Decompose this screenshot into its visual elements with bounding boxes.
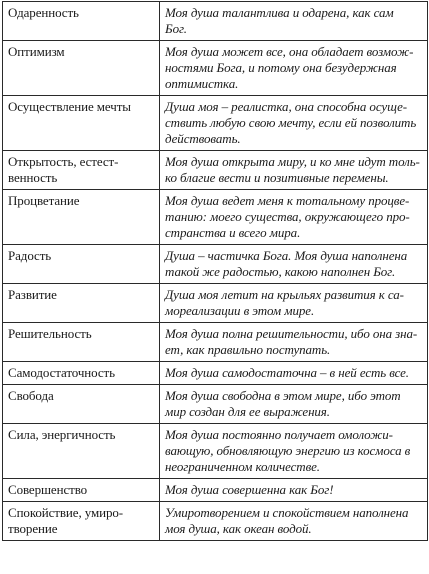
quality-term-line: Развитие [8,287,57,302]
quality-term-line: Решительность [8,326,92,341]
affirmation-line: Душа – частичка Бога. Моя душа наполнена [165,248,408,263]
table-row [3,479,428,502]
quality-term-line: Оптимизм [8,44,65,59]
quality-term-cell [3,362,160,385]
quality-term-line: венность [8,170,58,185]
quality-term-cell [3,479,160,502]
affirmation-line: вающую, обновляющую энергию из космоса в [165,443,411,458]
affirmation-cell [160,323,428,362]
affirmation-line: Моя душа талантлива и одарена, как сам [165,5,394,20]
affirmation-line: Моя душа открыта миру, и ко мне идут толь- [165,154,420,169]
affirmations-table-body [3,2,428,541]
quality-term-line: Совершенство [8,482,88,497]
affirmation-cell [160,385,428,424]
table-row [3,362,428,385]
affirmation-line: мир создан для ее выражения. [165,404,330,419]
quality-term-line: Осуществление мечты [8,99,131,114]
affirmation-cell [160,190,428,245]
affirmation-cell [160,151,428,190]
affirmation-line: Моя душа свободна в этом мире, ибо этот [165,388,401,403]
affirmation-line: действовать. [165,131,241,146]
affirmation-line: ствить любую свою мечту, если ей позволить [165,115,417,130]
affirmation-line: ностями Бога, и потому она безудержная [165,60,397,75]
affirmation-line: Моя душа ведет меня к тотальному процве- [165,193,410,208]
quality-term-line: Спокойствие, умиро- [8,505,123,520]
table-row [3,385,428,424]
quality-term-line: Самодостаточность [8,365,115,380]
affirmation-line: такой же радостью, какою наполнен Бог. [165,264,396,279]
affirmation-line: Бог. [165,21,187,36]
table-row [3,284,428,323]
quality-term-cell [3,424,160,479]
affirmation-cell [160,96,428,151]
affirmation-line: Моя душа совершенна как Бог! [165,482,334,497]
quality-term-cell [3,323,160,362]
quality-term-cell [3,502,160,541]
affirmation-cell [160,245,428,284]
affirmation-line: странства и всего мира. [165,225,301,240]
affirmation-line: ет, как правильно поступать. [165,342,331,357]
quality-term-line: Свобода [8,388,54,403]
table-row [3,2,428,41]
quality-term-cell [3,385,160,424]
affirmation-line: ко благие вести и позитивные перемены. [165,170,389,185]
table-row [3,502,428,541]
affirmation-cell [160,479,428,502]
affirmation-line: Душа моя – реалистка, она способна осуще- [165,99,408,114]
affirmation-line: Моя душа полна решительности, ибо она зна- [165,326,418,341]
quality-term-cell [3,151,160,190]
affirmation-cell [160,284,428,323]
quality-term-cell [3,96,160,151]
affirmation-cell [160,41,428,96]
table-row [3,41,428,96]
affirmation-line: Умиротворением и спокойствием наполнена [165,505,409,520]
affirmation-line: Моя душа самодостаточна – в ней есть все. [165,365,409,380]
affirmation-cell [160,502,428,541]
table-row [3,424,428,479]
affirmations-table [2,1,428,541]
quality-term-cell [3,190,160,245]
quality-term-line: Процветание [8,193,80,208]
quality-term-line: Радость [8,248,52,263]
quality-term-line: творение [8,521,58,536]
table-row [3,96,428,151]
quality-term-cell [3,245,160,284]
affirmation-line: танию: моего существа, окружающего про- [165,209,410,224]
affirmation-cell [160,2,428,41]
affirmation-line: неограниченном количестве. [165,459,320,474]
affirmation-cell [160,362,428,385]
table-row [3,245,428,284]
affirmation-cell [160,424,428,479]
affirmation-line: Душа моя летит на крыльях развития к са- [165,287,404,302]
table-row [3,190,428,245]
quality-term-line: Открытость, естест- [8,154,119,169]
affirmation-line: Моя душа может все, она обладает возмож- [165,44,414,59]
affirmation-line: оптимистка. [165,76,239,91]
quality-term-cell [3,284,160,323]
quality-term-cell [3,41,160,96]
table-row [3,323,428,362]
table-row [3,151,428,190]
affirmation-line: Моя душа постоянно получает омоложи- [165,427,393,442]
quality-term-cell [3,2,160,41]
affirmation-line: моя душа, как океан водой. [165,521,312,536]
quality-term-line: Одаренность [8,5,79,20]
affirmation-line: мореализации в этом мире. [165,303,315,318]
quality-term-line: Сила, энергичность [8,427,116,442]
